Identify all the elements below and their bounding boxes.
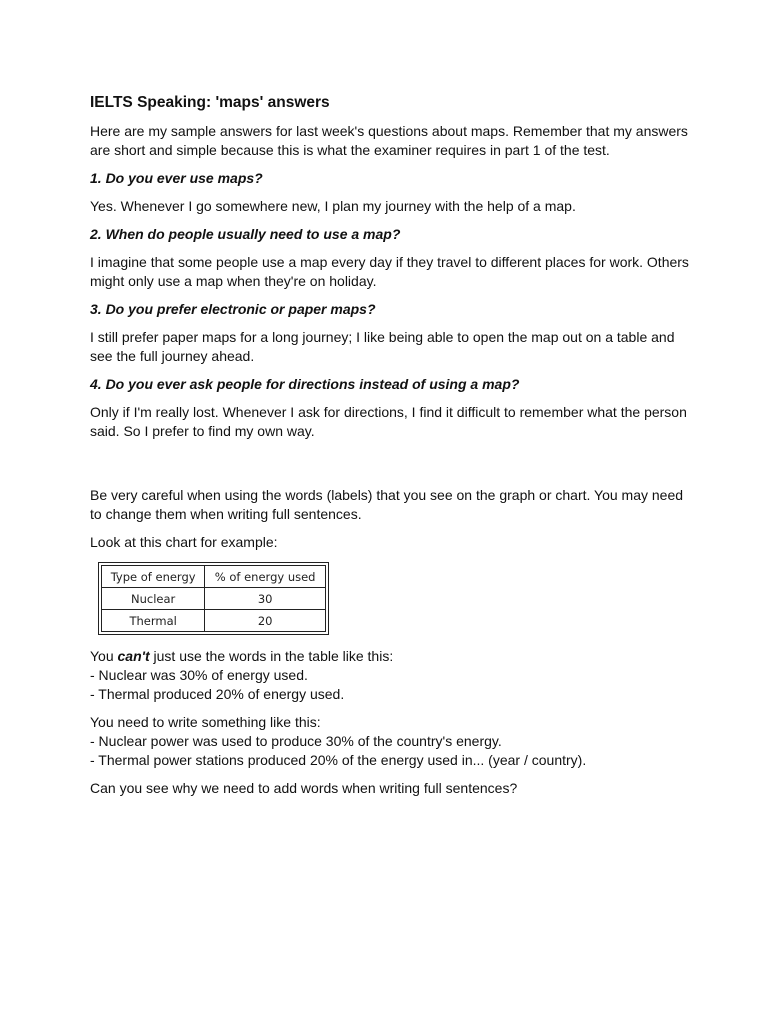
question-4: 4. Do you ever ask people for directions instead of using a map? xyxy=(90,376,520,392)
need-line-1: - Nuclear power was used to produce 30% of the country's energy. xyxy=(90,733,502,749)
cant-before: You xyxy=(90,648,118,664)
page-title: IELTS Speaking: 'maps' answers xyxy=(90,94,330,111)
need-paragraph xyxy=(90,713,690,770)
document-page xyxy=(90,92,690,807)
table-header-cell: % of energy used xyxy=(205,566,326,588)
table-cell: Nuclear xyxy=(102,588,205,610)
table-row xyxy=(102,588,326,610)
cant-paragraph xyxy=(90,647,690,704)
cant-line-1: - Nuclear was 30% of energy used. xyxy=(90,667,308,683)
cant-line-2: - Thermal produced 20% of energy used. xyxy=(90,686,345,702)
answer-4: Only if I'm really lost. Whenever I ask for directions, I find it difficult to remember what the person said. So I prefer to find my own way. xyxy=(90,404,687,439)
need-intro: You need to write something like this: xyxy=(90,714,321,730)
closing-paragraph: Can you see why we need to add words when writing full sentences? xyxy=(90,780,518,796)
answer-2: I imagine that some people use a map every day if they travel to different places for work. Others might only use a map when they're on holiday. xyxy=(90,254,689,289)
answer-3: I still prefer paper maps for a long journey; I like being able to open the map out on a table and see the full journey ahead. xyxy=(90,329,675,364)
intro-paragraph: Here are my sample answers for last week's questions about maps. Remember that my answers are short and simple because this is what the examiner requires in part 1 of the test. xyxy=(90,123,688,158)
need-line-2: - Thermal power stations produced 20% of the energy used in... (year / country). xyxy=(90,752,587,768)
table-header-cell: Type of energy xyxy=(102,566,205,588)
table-cell: Thermal xyxy=(102,610,205,632)
careful-paragraph: Be very careful when using the words (labels) that you see on the graph or chart. You may need to change them when writing full sentences. xyxy=(90,487,684,522)
spacer xyxy=(90,450,690,486)
table-row xyxy=(102,610,326,632)
question-2: 2. When do people usually need to use a map? xyxy=(90,226,401,242)
energy-table-image xyxy=(98,562,329,635)
table-cell: 20 xyxy=(205,610,326,632)
answer-1: Yes. Whenever I go somewhere new, I plan my journey with the help of a map. xyxy=(90,198,576,214)
cant-emphasis: can't xyxy=(117,648,150,664)
table-header-row xyxy=(102,566,326,588)
table-cell: 30 xyxy=(205,588,326,610)
look-paragraph: Look at this chart for example: xyxy=(90,534,278,550)
question-3: 3. Do you prefer electronic or paper maps? xyxy=(90,301,376,317)
cant-after: just use the words in the table like this: xyxy=(149,648,394,664)
energy-table xyxy=(101,565,326,632)
question-1: 1. Do you ever use maps? xyxy=(90,170,263,186)
